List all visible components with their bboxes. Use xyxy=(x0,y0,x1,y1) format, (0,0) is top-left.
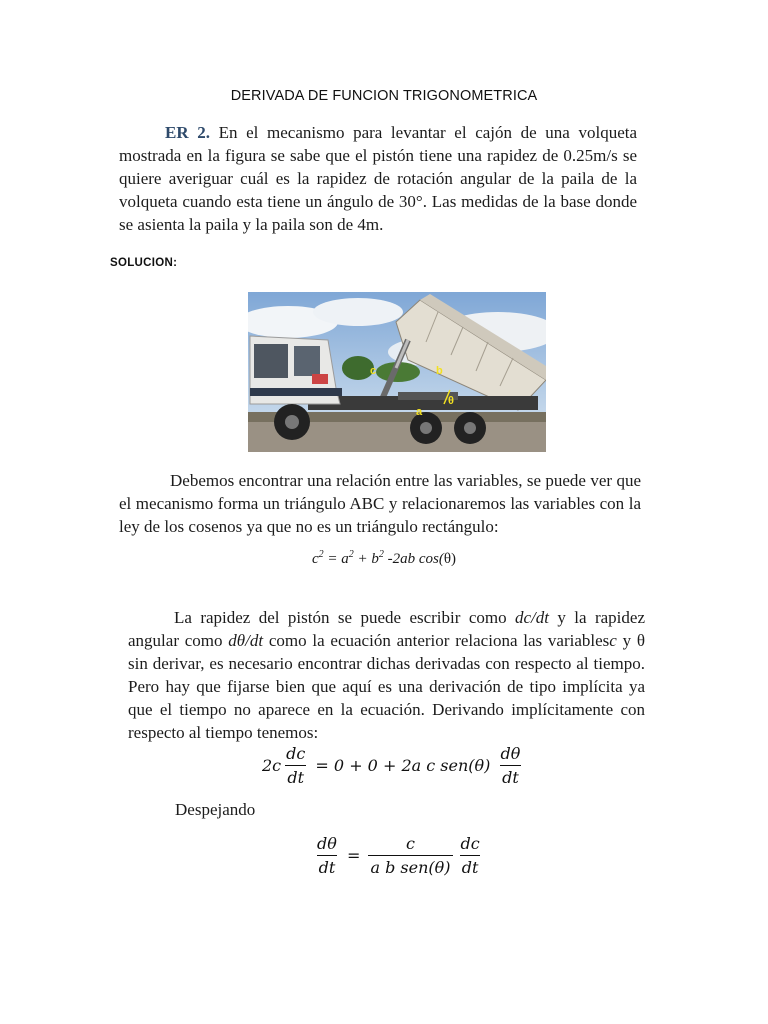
eq1-theta: θ xyxy=(443,551,452,567)
law-of-cosines-equation xyxy=(0,551,768,568)
eq1-exp-c: 2 xyxy=(318,549,324,560)
p3-t1: La rapidez del pistón se puede escribir como xyxy=(174,608,515,627)
eq2-frac-dcdt xyxy=(284,744,307,787)
eq3-lhs-num: dθ xyxy=(317,834,337,853)
eq3-frac-rhs xyxy=(459,834,482,877)
eq3-rhs-num: dc xyxy=(460,834,480,853)
solved-equation xyxy=(312,834,485,877)
eq2-frac1-num: dc xyxy=(286,744,306,763)
photo-label-b: b xyxy=(436,365,443,377)
eq2-coef: 2c xyxy=(262,756,282,775)
despejando-label: Despejando xyxy=(175,800,256,819)
p3-dthdt: dθ/dt xyxy=(228,631,264,650)
p3-dcdt: dc/dt xyxy=(515,608,549,627)
eq3-frac-mid xyxy=(368,834,452,877)
page-title: DERIVADA DE FUNCION TRIGONOMETRICA xyxy=(230,88,538,104)
eq2-frac-dthdt xyxy=(498,744,522,787)
eq1-exp-b: 2 xyxy=(378,549,384,560)
eq1-eq-a: = a xyxy=(323,551,349,567)
photo-label-c: c xyxy=(370,365,377,377)
photo-label-a: a xyxy=(416,406,423,418)
eq1-rest: -2ab cos( xyxy=(383,551,444,567)
eq3-mid-num: c xyxy=(406,834,415,853)
eq3-frac-lhs xyxy=(315,834,339,877)
photo-label-theta: θ xyxy=(448,395,454,407)
eq2-frac2-den: dt xyxy=(500,765,521,787)
p3-t3: como la ecuación anterior relaciona las variables xyxy=(263,631,610,650)
eq3-rhs-den: dt xyxy=(460,855,481,877)
dump-truck-photo xyxy=(248,292,546,452)
problem-statement xyxy=(119,121,637,236)
solucion-label: SOLUCION: xyxy=(110,257,178,269)
eq3-equals: = xyxy=(341,846,366,865)
problem-text: En el mecanismo para levantar el cajón de una volqueta mostrada en la figura se sabe que el pistón tiene una rapidez de 0.25m/s se quiere averiguar cuál es la rapidez de rotación angular de la paila de la volqueta cuando esta tiene un ángulo de 30°. Las medidas de la base donde se asienta la paila y la paila son de 4m. xyxy=(119,123,638,234)
paragraph-relation: Debemos encontrar una relación entre las variables, se puede ver que el mecanismo forma un triángulo ABC y relacionaremos las variables con la ley de los cosenos ya que no es un triángulo rectángulo: xyxy=(119,471,641,536)
eq3-lhs-den: dt xyxy=(317,855,338,877)
eq1-c: c xyxy=(311,551,319,567)
eq2-frac2-num: dθ xyxy=(500,744,521,763)
problem-label: ER 2. xyxy=(165,123,210,142)
eq2-frac1-den: dt xyxy=(285,765,306,787)
p3-c: c xyxy=(609,631,617,650)
eq3-mid-den: a b sen(θ) xyxy=(368,855,452,877)
eq2-middle: = 0 + 0 + 2a c sen(θ) xyxy=(310,756,496,775)
implicit-derivative-equation xyxy=(262,744,525,787)
paragraph-rates xyxy=(128,606,645,744)
p3-t4: y θ sin derivar, es necesario encontrar dichas derivadas con respecto al tiempo. Pero hay que fijarse bien que aquí es una derivación de tipo implícita ya que el tiempo no aparece en la ecuación. Derivando implícitamente con respecto al tiempo tenemos: xyxy=(128,631,645,742)
p3-t2: y la rapidez angular como xyxy=(128,608,645,650)
eq1-exp-a: 2 xyxy=(348,549,354,560)
eq1-plus-b: + b xyxy=(353,551,379,567)
eq1-close: ) xyxy=(451,551,457,567)
